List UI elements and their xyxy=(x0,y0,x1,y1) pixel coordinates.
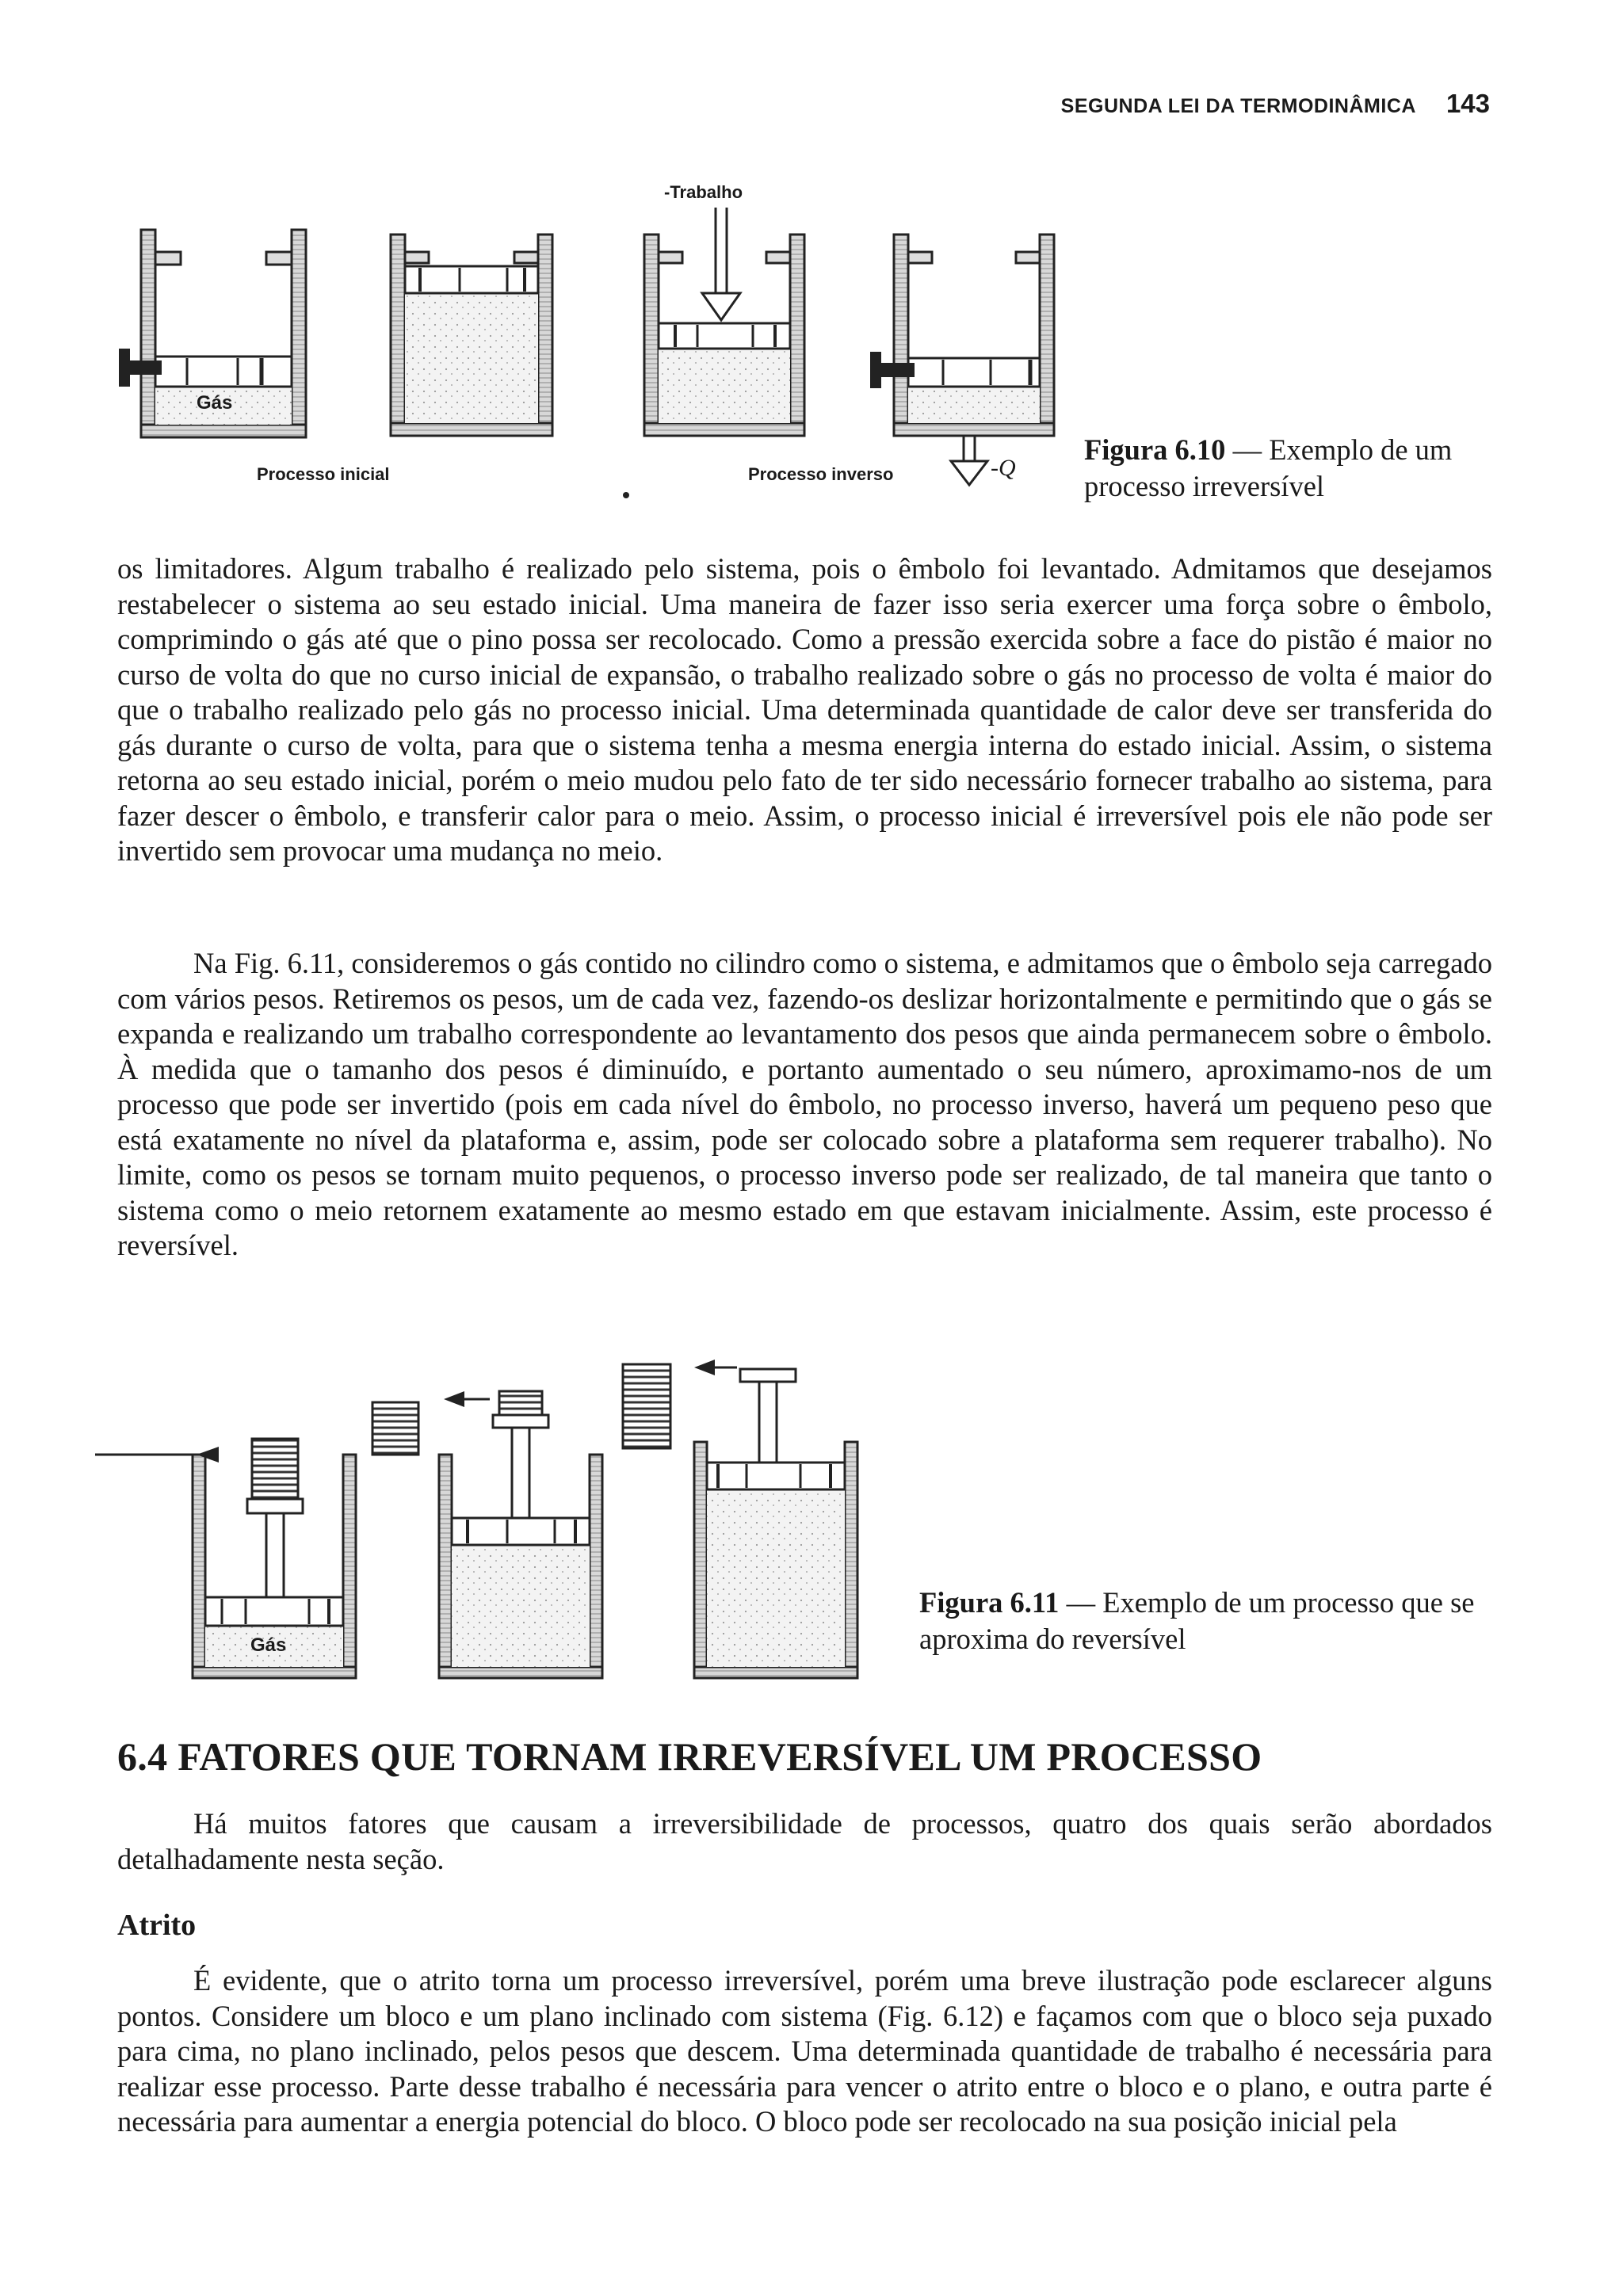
work-arrow-icon xyxy=(702,208,740,320)
paragraph-4: É evidente, que o atrito torna um processo irreversível, porém uma breve ilustração pode esclarecer alguns pontos. Considere um bloco e um plano inclinado com sistema (Fig. 6.12) e façamos com que o bloco seja puxado para cima, no plano inclinado, pelos pesos que descem. Uma determinada quantidade de trabalho é necessária para realizar esse processo. Parte desse trabalho é necessária para vencer o atrito entre o bloco e o plano, e outra parte é necessária para aumentar a energia potencial do bloco. O bloco pode ser recolocado na sua posição inicial pela xyxy=(117,1964,1492,2138)
figure-6-11-caption xyxy=(919,1585,1498,1657)
paragraph-3: Há muitos fatores que causam a irreversibilidade de processos, quatro dos quais serão abordados detalhadamente nesta seção. xyxy=(117,1807,1492,1875)
subheading-atrito: Atrito xyxy=(117,1909,197,1942)
section-title: 6.4 FATORES QUE TORNAM IRREVERSÍVEL UM PROCESSO xyxy=(117,1734,1262,1779)
label-work: -Trabalho xyxy=(664,182,743,202)
cylinder-return xyxy=(870,235,1054,485)
figure-6-10-caption xyxy=(1084,432,1496,505)
label-gas: Gás xyxy=(197,392,233,414)
figure-6-10-label: Figura 6.10 xyxy=(1084,433,1226,466)
figure-6-10-text: — Exemplo de um processo irreversível xyxy=(1084,433,1453,502)
label-heat: -Q xyxy=(991,455,1016,481)
paragraph-2: Na Fig. 6.11, consideremos o gás contido no cilindro como o sistema, e admitamos que o êmbolo seja carregado com vários pesos. Retiremos os pesos, um de cada vez, fazendo-os deslizar horizontalmente e permitindo que o gás se expanda e realizando um trabalho correspondente ao levantamento dos pesos que ainda permanecem sobre o êmbolo. À medida que o tamanho dos pesos é diminuído, e portanto aumentado o seu número, aproximamo-nos de um processo que pode ser invertido (pois em cada nível do êmbolo, no processo inverso, haverá um pequeno peso que está exatamente no nível da plataforma e, assim, pode ser colocado sobre a plataforma sem requerer trabalho). No limite, como os pesos se tornam muito pequenos, o processo inverso pode ser realizado, de tal maneira que tanto o sistema como o meio retornem exatamente ao mesmo estado em que estavam inicialmente. Assim, este processo é reversível. xyxy=(117,947,1492,1261)
label-reverse-process: Processo inverso xyxy=(748,464,894,484)
running-title: SEGUNDA LEI DA TERMODINÂMICA xyxy=(1060,95,1416,117)
figure-6-10 xyxy=(119,182,1054,498)
label-gas-6-11: Gás xyxy=(250,1634,287,1656)
figure-6-11-text: — Exemplo de um processo que se aproxima do reversível xyxy=(919,1586,1475,1655)
label-initial-process: Processo inicial xyxy=(257,464,390,484)
cylinder-unloaded xyxy=(623,1360,857,1678)
cylinder-loaded xyxy=(95,1439,356,1678)
cylinder-expanded xyxy=(391,235,552,436)
cylinder-mid xyxy=(372,1391,602,1678)
figure-6-11-label: Figura 6.11 xyxy=(919,1586,1060,1619)
figure-6-11 xyxy=(95,1360,857,1678)
dot-mark xyxy=(623,492,629,498)
heat-arrow-icon xyxy=(951,436,987,485)
page-number: 143 xyxy=(1445,89,1490,118)
paragraph-1: os limitadores. Algum trabalho é realizado pelo sistema, pois o êmbolo foi levantado. Admitamos que desejamos restabelecer o sistema ao seu estado inicial. Uma maneira de fazer isso seria exercer uma força sobre o êmbolo, comprimindo o gás até que o pino possa ser recolocado. Como a pressão exercida sobre a face do pistão é maior no curso de volta do que no curso inicial de expansão, o trabalho realizado sobre o gás no processo de volta é maior do que o trabalho realizado pelo gás no processo inicial. Uma determinada quantidade de calor deve ser transferida do gás durante o curso de volta, para que o sistema tenha a mesma energia interna do estado inicial. Assim, o sistema retorna ao seu estado inicial, porém o meio mudou pelo fato de ter sido necessário fornecer trabalho ao sistema, para fazer descer o êmbolo, e transferir calor para o meio. Assim, o processo inicial é irreversível pois ele não pode ser invertido sem provocar uma mudança no meio. xyxy=(117,552,1492,867)
cylinder-compression xyxy=(644,208,804,436)
